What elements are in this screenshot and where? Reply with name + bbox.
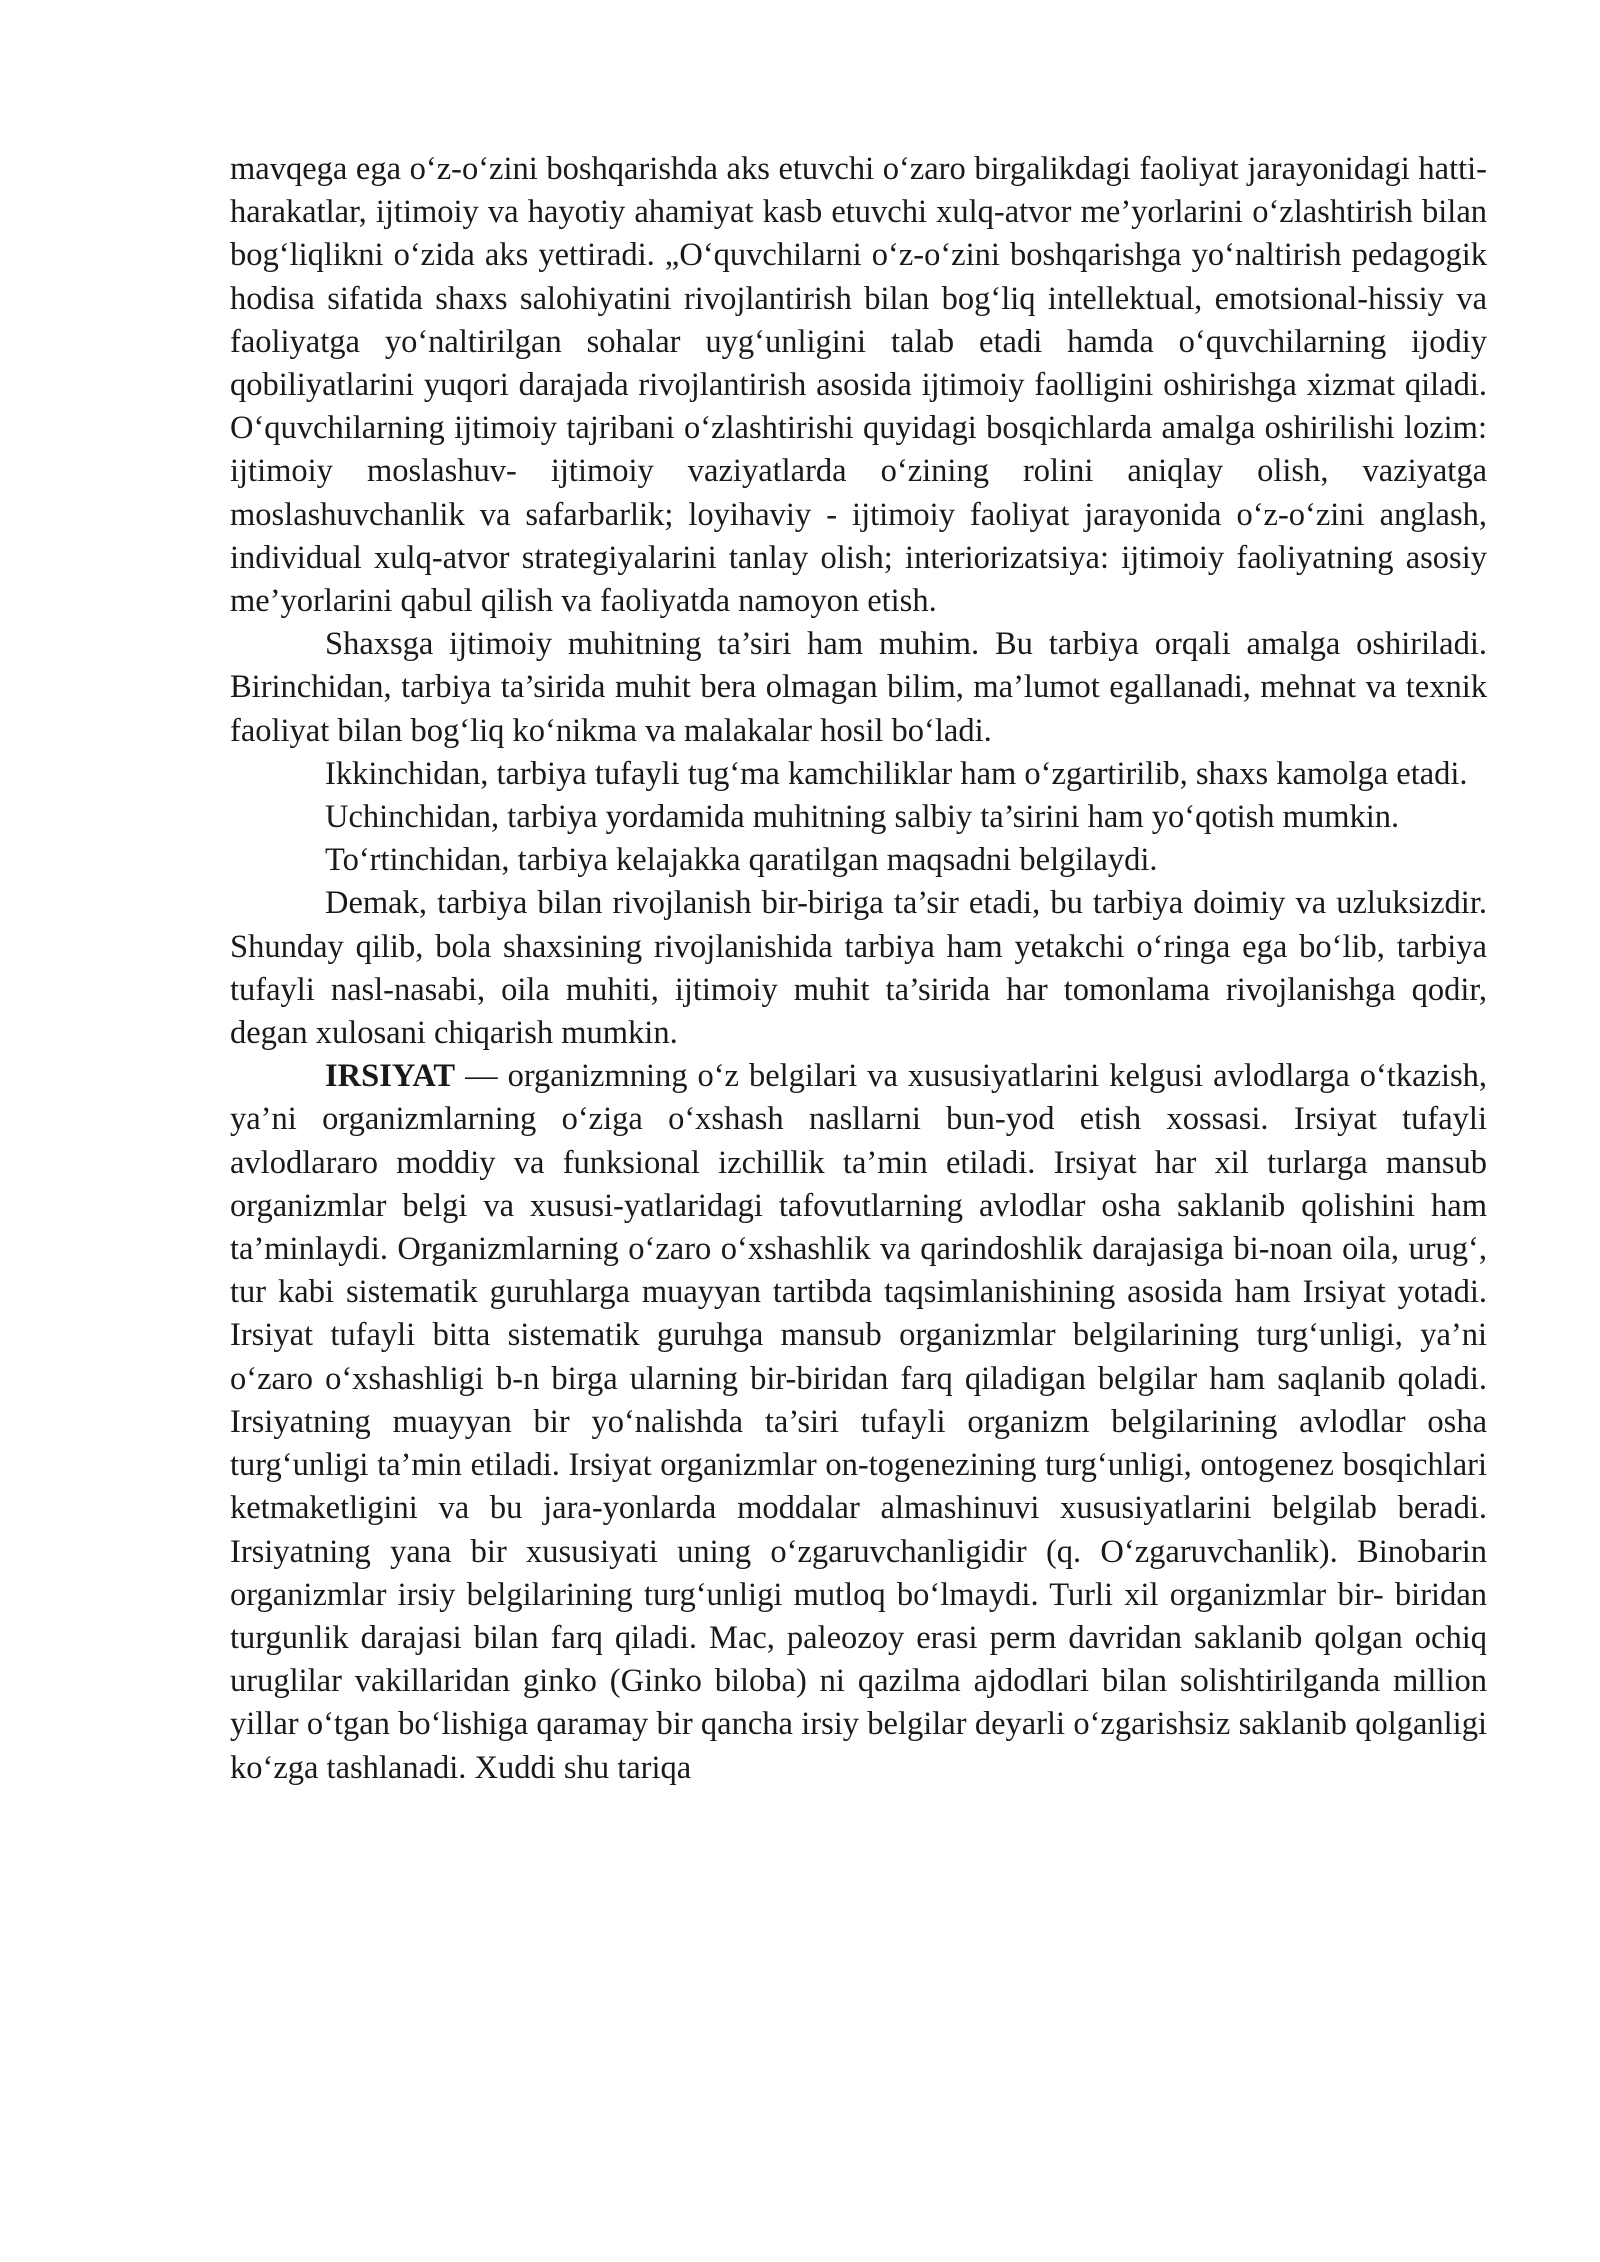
paragraph-6: Demak, tarbiya bilan rivojlanish bir-biriga ta’sir etadi, bu tarbiya doimiy va uzluksizdir. Shunday qilib, bola shaxsining rivojlanishida tarbiya ham yetakchi o‘ringa ega bo‘lib, tarbiya tufayli nasl-nasabi, oila muhiti, ijtimoiy muhit ta’sirida har tomonlama rivojlanishga qodir, degan xulosani chiqarish mumkin. — [230, 885, 1487, 1052]
paragraph-5: To‘rtinchidan, tarbiya kelajakka qaratilgan maqsadni belgilaydi. — [325, 842, 1158, 879]
paragraph-7-text: — organizmning o‘z belgilari va xususiyatlarini kelgusi avlodlarga o‘tkazish, ya’ni organizmlarning o‘ziga o‘xshash nasllarni bun-yod etish xossasi. Irsiyat tufayli avlodlararo moddiy va funksional izchillik ta’min etiladi. Irsiyat har xil turlarga mansub organizmlar belgi va xususi-yatlaridagi tafovutlarning avlodlar osha saklanib qolishini ham ta’minlaydi. Organizmlarning o‘zaro o‘xshashlik va qarindoshlik darajasiga bi-noan oila, urug‘, tur kabi sistematik guruhlarga muayyan tartibda taqsimlanishining asosida ham Irsiyat yotadi. Irsiyat tufayli bitta sistematik guruhga mansub organizmlar belgilarining turg‘unligi, ya’ni o‘zaro o‘xshashligi b-n birga ularning bir-biridan farq qiladigan belgilar ham saqlanib qoladi. Irsiyatning muayyan bir yo‘nalishda ta’siri tufayli organizm belgilarining avlodlar osha turg‘unligi ta’min etiladi. Irsiyat organizmlar on-togenezining turg‘unligi, ontogenez bosqichlari ketmaketligini va bu jara-yonlarda moddalar almashinuvi xususiyatlarini belgilab beradi. Irsiyatning yana bir xususiyati uning o‘zgaruvchanligidir (q. O‘zgaruvchanlik). Binobarin organizmlar irsiy belgilarining turg‘unligi mutloq bo‘lmaydi. Turli xil organizmlar bir- biridan turgunlik darajasi bilan farq qiladi. Mac, paleozoy erasi perm davridan saklanib qolgan ochiq uruglilar vakillaridan ginko (Ginko biloba) ni qazilma ajdodlari bilan solishtirilganda million yillar o‘tgan bo‘lishiga qaramay bir qancha irsiy belgilar deyarli o‘zgarishsiz saklanib qolganligi ko‘zga tashlanadi. Xuddi shu tariqa — [230, 1058, 1487, 1786]
document-body — [230, 148, 1487, 1790]
paragraph-1: mavqega ega o‘z-o‘zini boshqarishda aks etuvchi o‘zaro birgalikdagi faoliyat jarayonidagi hatti-harakatlar, ijtimoiy va hayotiy ahamiyat kasb etuvchi xulq-atvor me’yorlarini o‘zlashtirish bilan bog‘liqlikni o‘zida aks yettiradi. „O‘quvchilarni o‘z-o‘zini boshqarishga yo‘naltirish pedagogik hodisa sifatida shaxs salohiyatini rivojlantirish bilan bog‘liq intellektual, emotsional-hissiy va faoliyatga yo‘naltirilgan sohalar uyg‘unligini talab etadi hamda o‘quvchilarning ijodiy qobiliyatlarini yuqori darajada rivojlantirish asosida ijtimoiy faolligini oshirishga xizmat qiladi. O‘quvchilarning ijtimoiy tajribani o‘zlashtirishi quyidagi bosqichlarda amalga oshirilishi lozim: ijtimoiy moslashuv- ijtimoiy vaziyatlarda o‘zining rolini aniqlay olish, vaziyatga moslashuvchanlik va safarbarlik; loyihaviy - ijtimoiy faoliyat jarayonida o‘z-o‘zini anglash, individual xulq-atvor strategiyalarini tanlay olish; interiorizatsiya: ijtimoiy faoliyatning asosiy me’yorlarini qabul qilish va faoliyatda namoyon etish. — [230, 151, 1487, 620]
paragraph-7 — [230, 1055, 1487, 1789]
paragraph-2: Shaxsga ijtimoiy muhitning ta’siri ham muhim. Bu tarbiya orqali amalga oshiriladi. Birinchidan, tarbiya ta’sirida muhit bera olmagan bilim, ma’lumot egallanadi, mehnat va texnik faoliyat bilan bog‘liq ko‘nikma va malakalar hosil bo‘ladi. — [230, 626, 1487, 749]
paragraph-4: Uchinchidan, tarbiya yordamida muhitning salbiy ta’sirini ham yo‘qotish mumkin. — [325, 799, 1400, 836]
paragraph-3: Ikkinchidan, tarbiya tufayli tug‘ma kamchiliklar ham o‘zgartirilib, shaxs kamolga etadi. — [325, 755, 1468, 792]
term-irsiyat: IRSIYAT — [325, 1058, 456, 1095]
